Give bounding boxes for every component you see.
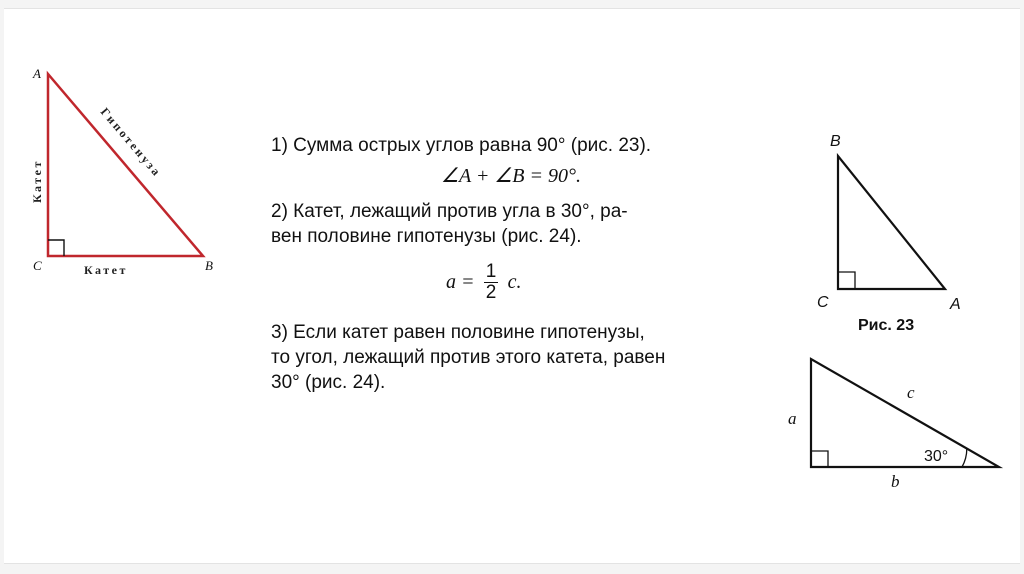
fig23-vertex-a-label: A (950, 296, 961, 313)
figure-23 (817, 133, 961, 334)
left-vertex-a-label: A (33, 66, 41, 81)
fig23-caption: Рис. 23 (858, 317, 915, 334)
rule2-text-line2: вен половине гипотенузы (рис. 24). (271, 226, 582, 247)
left-right-triangle (30, 66, 213, 277)
figure-24 (788, 359, 999, 491)
fig23-right-angle-mark (838, 272, 855, 289)
rule3-text-line2: то угол, лежащий против этого катета, равен (271, 347, 666, 368)
fig24-angle-arc (962, 449, 967, 467)
vertical-leg-label: Катет (30, 159, 44, 203)
left-vertex-b-label: B (205, 258, 213, 273)
fig24-side-a-label: a (788, 409, 797, 428)
rule1-text: 1) Сумма острых углов равна 90° (рис. 23). (271, 135, 652, 156)
rule2-formula (446, 256, 522, 309)
horizontal-leg-label: Катет (84, 263, 128, 277)
rule3-text-line3: 30° (рис. 24). (271, 372, 386, 393)
left-right-angle-mark (48, 240, 64, 256)
fraction-numerator: 1 (485, 261, 497, 283)
left-triangle-outline (48, 74, 203, 256)
fig24-triangle-outline (811, 359, 999, 467)
fig24-side-b-label: b (891, 472, 900, 491)
rule1-formula: ∠A + ∠B = 90°. (441, 165, 581, 187)
fig24-angle-label: 30° (924, 448, 949, 465)
fraction-one-half (484, 262, 499, 303)
fig23-vertex-c-label: C (817, 294, 829, 311)
fig24-side-c-label: c (907, 383, 915, 402)
left-vertex-c-label: C (33, 258, 42, 273)
fig23-triangle-outline (838, 156, 945, 289)
rule3-text-line1: 3) Если катет равен половине гипотенузы, (271, 322, 645, 343)
fig24-right-angle-mark (811, 451, 828, 467)
hypotenuse-label: Гипотенуза (97, 104, 165, 181)
rule2-text-line1: 2) Катет, лежащий против угла в 30°, ра- (271, 201, 628, 222)
fig23-vertex-b-label: B (830, 133, 841, 150)
rule2-formula-left: a = (446, 271, 475, 293)
fraction-denominator: 2 (485, 282, 497, 304)
rule2-formula-right: c. (507, 271, 522, 293)
